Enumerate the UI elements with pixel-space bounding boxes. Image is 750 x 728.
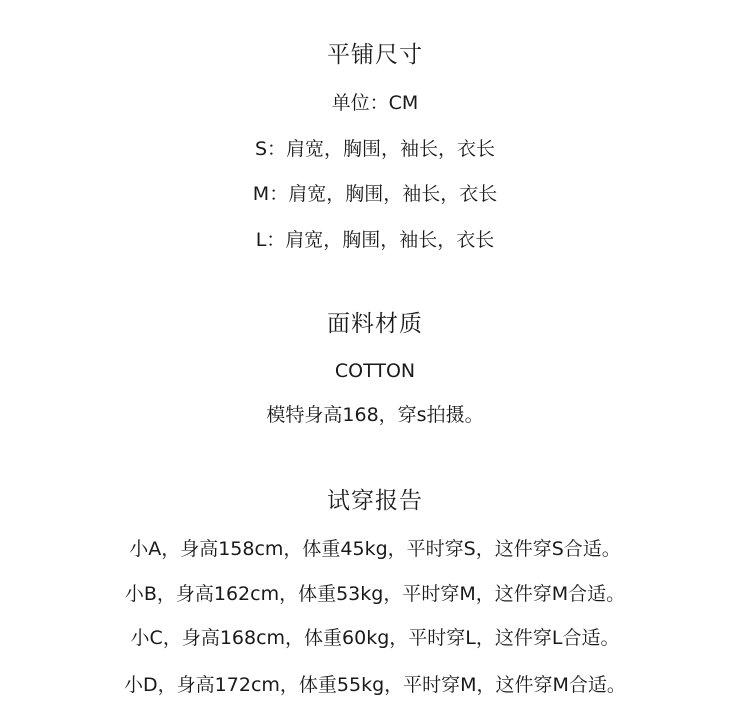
fitting-report-c: 小C，身高168cm，体重60kg，平时穿L，这件穿L合适。 [130,627,620,649]
model-note: 模特身高168，穿s拍摄。 [266,404,484,426]
fabric-material: COTTON [334,360,416,382]
fabric-section-title: 面料材质 [327,311,423,337]
size-section-title: 平铺尺寸 [327,42,423,68]
fitting-report-a: 小A，身高158cm，体重45kg，平时穿S，这件穿S合适。 [129,538,621,560]
size-row-l: L：肩宽，胸围，袖长，衣长 [255,229,495,251]
fitting-section-title: 试穿报告 [327,488,423,514]
size-row-m: M：肩宽，胸围，袖长，衣长 [252,183,498,205]
fitting-report-d: 小D，身高172cm，体重55kg，平时穿M，这件穿M合适。 [124,674,626,696]
size-row-s: S：肩宽，胸围，袖长，衣长 [254,138,496,160]
fitting-report-b: 小B，身高162cm，体重53kg，平时穿M，这件穿M合适。 [124,583,626,605]
size-unit: 单位：CM [331,92,419,114]
